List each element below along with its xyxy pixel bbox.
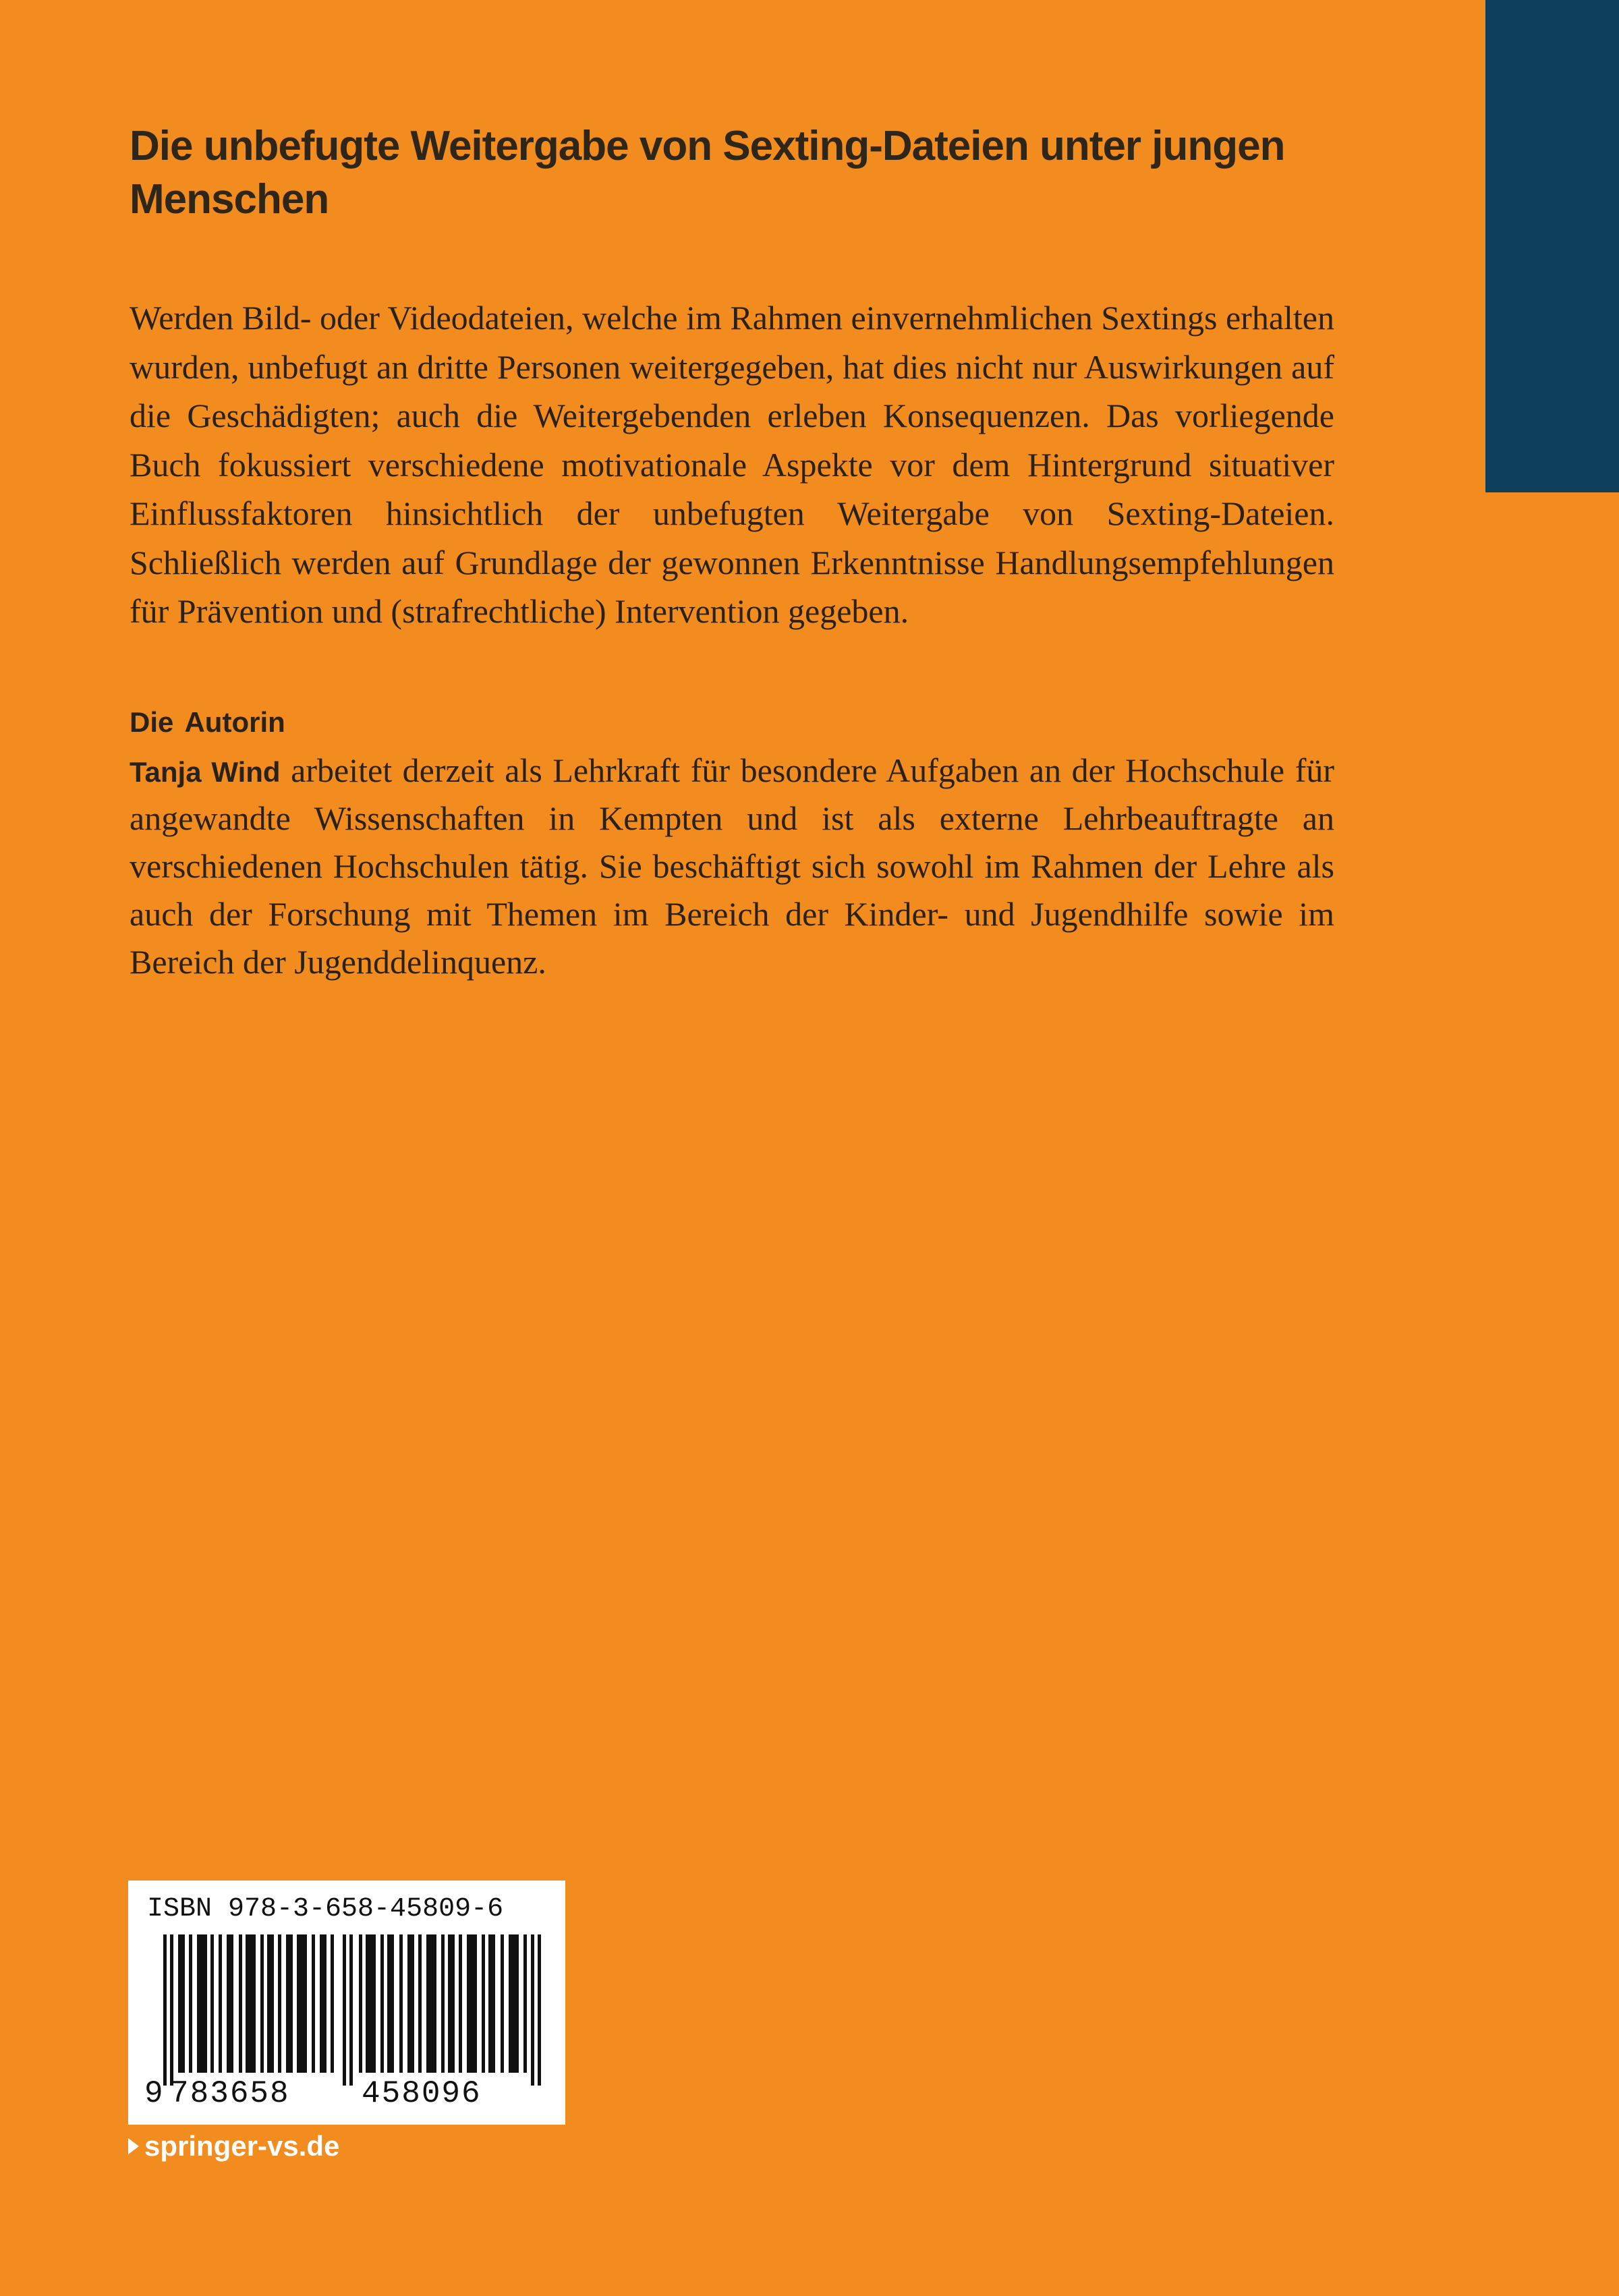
author-bio xyxy=(130,747,1334,986)
barcode-digits-right: 458096 xyxy=(362,2076,482,2111)
publisher-website xyxy=(128,2130,339,2162)
author-name: Tanja Wind xyxy=(130,756,281,788)
publisher-color-tab xyxy=(1485,0,1619,492)
isbn-label: ISBN 978-3-658-45809-6 xyxy=(147,1894,504,1924)
barcode-digits xyxy=(144,2076,556,2114)
author-bio-text: arbeitet derzeit als Lehrkraft für besondere Aufgaben an der Hochschule für angewandte Wissenschaften in Kempten und ist als externe Lehrbeauftragte an verschiedenen Hochschulen tätig. Sie beschäftigt sich sowohl im Rahmen der Lehre als auch der Forschung mit Themen im Bereich der Kinder- und Jugendhilfe sowie im Bereich der Jugenddelinquenz. xyxy=(130,751,1335,981)
isbn-barcode-box xyxy=(128,1881,565,2125)
book-title: Die unbefugte Weitergabe von Sexting-Dateien unter jungen Menschen xyxy=(130,123,1285,223)
book-abstract: Werden Bild- oder Videodateien, welche im Rahmen einvernehmlichen Sextings erhalten wurden, unbefugt an dritte Personen weitergegeben, hat dies nicht nur Auswirkungen auf die Geschädigten; auch die Weitergebenden erleben Konsequenzen. Das vorliegende Buch fokussiert verschiedene motivationale Aspekte vor dem Hintergrund situativer Einflussfaktoren hinsichtlich der unbefugten Weitergabe von Sexting-Dateien. Schließlich werden auf Grundlage der gewonnen Erkenntnisse Handlungsempfehlungen für Prävention und (strafrechtliche) Intervention gegeben. xyxy=(130,299,1334,630)
barcode-digit-lead: 9 xyxy=(144,2076,163,2111)
triangle-right-icon xyxy=(128,2138,139,2154)
barcode-digits-left: 783658 xyxy=(170,2076,290,2111)
barcode-image xyxy=(163,1934,541,2086)
website-text: springer-vs.de xyxy=(144,2130,340,2162)
author-heading: Die Autorin xyxy=(130,706,285,738)
